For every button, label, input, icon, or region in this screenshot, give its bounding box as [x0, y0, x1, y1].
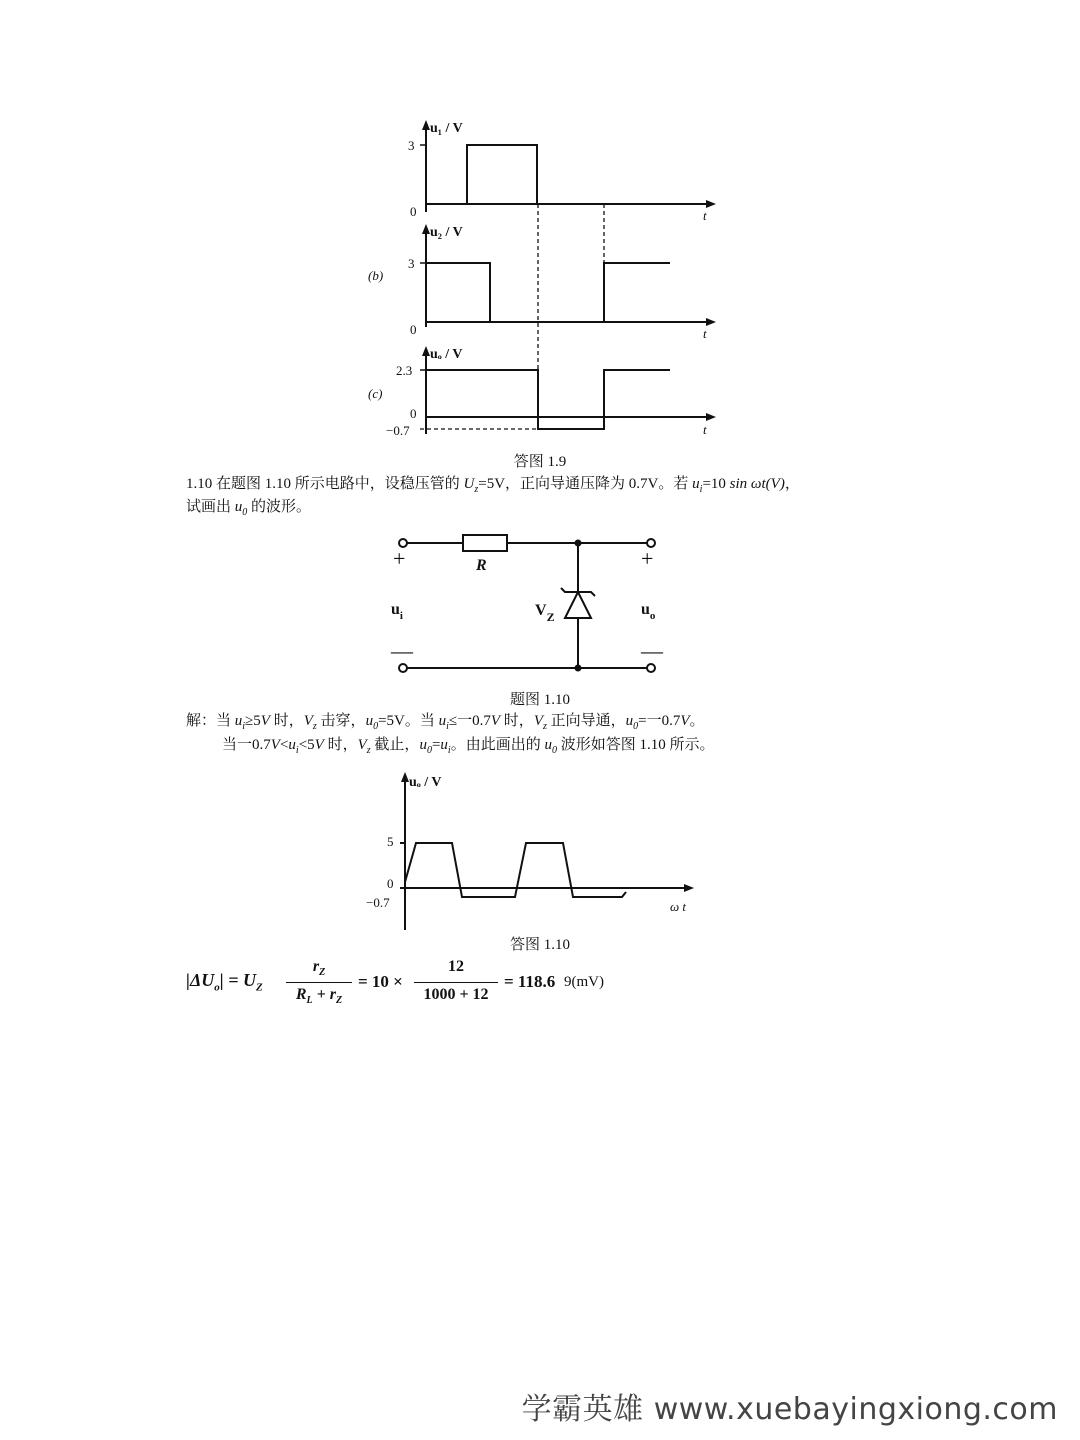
figure-1-9-caption: 答图 1.9 [513, 454, 567, 470]
plus-out: + [641, 546, 654, 571]
node-bottom [575, 665, 582, 672]
tick-0: 0 [387, 876, 394, 891]
delta-uo-formula [186, 958, 626, 1016]
minus-in: — [391, 638, 413, 663]
formula-lhs: $|\Delta U_o| = U_Z$ [186, 970, 263, 994]
tick-5: 5 [387, 834, 394, 849]
tag-c: (c) [368, 386, 383, 401]
minus-out: — [641, 638, 663, 663]
fraction-1-num: $r_Z$ [312, 958, 326, 979]
label-b-t: t [703, 326, 707, 341]
fraction-2-num: 12 [448, 958, 464, 975]
label-R: R [476, 557, 487, 574]
tick-a-3: 3 [408, 138, 415, 153]
fraction-1 [286, 958, 352, 1006]
tag-b: (b) [368, 268, 384, 283]
label-uo: uₒ / V [430, 347, 463, 362]
tick-c-23: 2.3 [396, 363, 413, 378]
label-a-t: t [703, 208, 707, 223]
tick-07: −0.7 [366, 895, 390, 910]
label-u2: u₂ / V [430, 225, 463, 240]
solution-line-2: 当一$0.7V<u_i<5V$ 时，$V_z$ 截止，$u_0=u_i$。由此画出的 $u_0$ 波形如答图 1.10 所示。 [222, 737, 715, 756]
label-uo: $u_o$ [641, 601, 656, 622]
label-c-t: t [703, 422, 707, 437]
figure-1-9 [360, 112, 730, 442]
tick-c-07: −0.7 [386, 423, 410, 438]
resistor [463, 535, 507, 551]
tick-b-0: 0 [410, 322, 417, 337]
tick-c-0: 0 [410, 406, 417, 421]
plus-in: + [393, 546, 406, 571]
arrow-c-y [422, 346, 430, 356]
label-omega-t: ω t [670, 899, 687, 914]
figure-1-10-svg [360, 770, 700, 935]
tick-b-3: 3 [408, 256, 415, 271]
node-top [575, 540, 582, 547]
arrow-b-x [706, 318, 716, 326]
terminal-in-bottom [399, 664, 407, 672]
waveform-u2 [426, 263, 670, 322]
fraction-1-den: $R_L + r_Z$ [295, 986, 343, 1007]
arrow-c-x [706, 413, 716, 421]
waveform-uo [426, 370, 670, 429]
formula-eq3: = 118.6 [504, 972, 556, 991]
formula-unit: 9(mV) [564, 974, 604, 990]
figure-1-9-svg [360, 112, 730, 442]
arrow-a-y [422, 120, 430, 130]
circuit-diagram [385, 520, 675, 685]
problem-line-1: 1.10 在题图 1.10 所示电路中，设稳压管的 $U_z=5V$，正向导通压降为 0.7V。若 $u_i=10$ sin ωt(V)， [186, 476, 800, 495]
arrow-b-y [422, 224, 430, 234]
label-uo-v: uₒ / V [409, 775, 442, 790]
label-u1: u₁ / V [430, 121, 463, 136]
label-ui: $u_i$ [391, 601, 403, 622]
tick-a-0: 0 [410, 204, 417, 219]
problem-line-2: 试画出 $u_0$ 的波形。 [186, 499, 312, 518]
solution-line-1: 解：当 $u_i\ge 5V$ 时，$V_z$ 击穿，$u_0=5V$。当 $u_i\le$一0.7V 时，$V_z$ 正向导通，$u_0=$一0.7V。 [186, 713, 705, 732]
arrow-y [401, 772, 409, 782]
circuit-caption: 题图 1.10 [509, 692, 570, 708]
formula-eq2: = 10 × [358, 972, 403, 991]
terminal-out-bottom [647, 664, 655, 672]
waveform-u1 [426, 145, 537, 204]
figure-1-10-caption: 答图 1.10 [509, 937, 570, 953]
label-vz: $V_Z$ [535, 602, 555, 624]
arrow-a-x [706, 200, 716, 208]
zener-triangle [565, 592, 591, 618]
arrow-x [684, 884, 694, 892]
watermark: 学霸英雄 www.xuebayingxiong.com [521, 1392, 1058, 1427]
figure-1-10 [360, 770, 700, 935]
fraction-2-den: 1000 + 12 [423, 986, 489, 1003]
circuit-svg [385, 520, 675, 685]
fraction-2 [414, 958, 498, 1004]
